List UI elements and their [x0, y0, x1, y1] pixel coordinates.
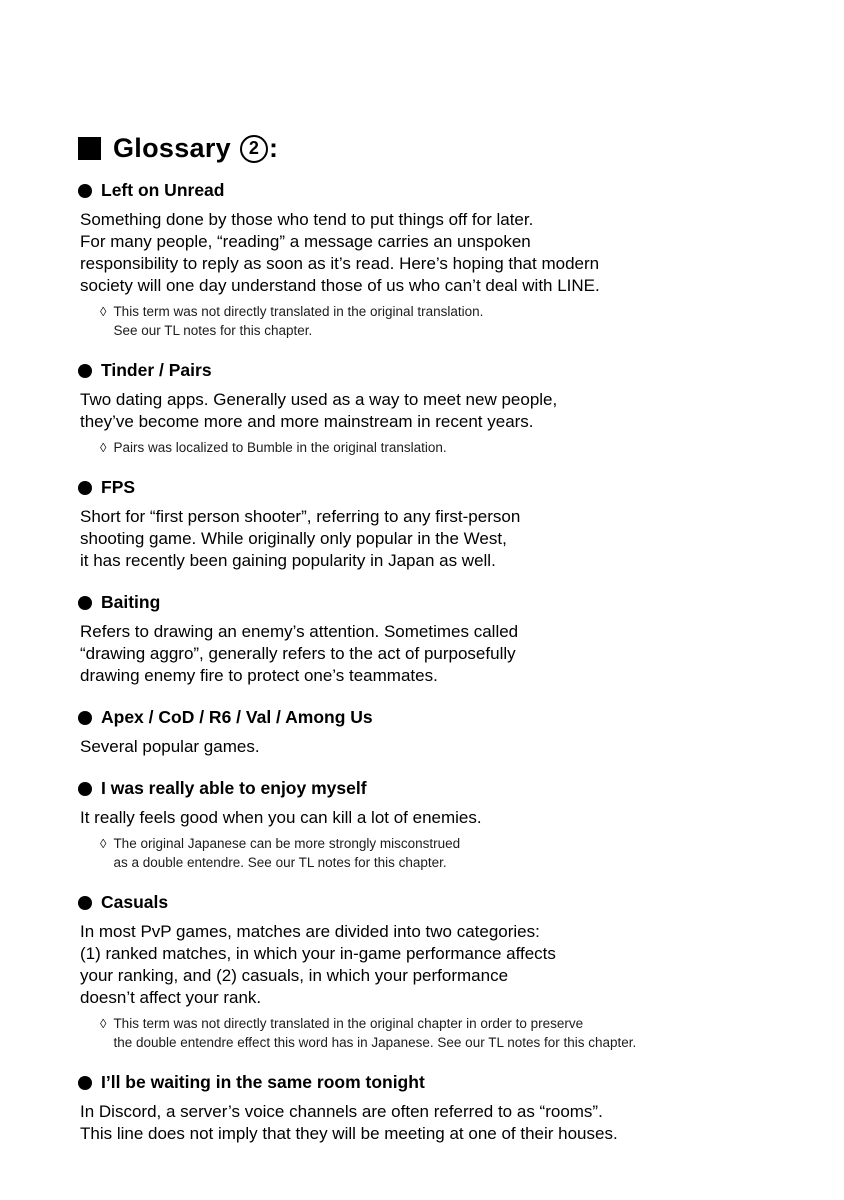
definition-line: (1) ranked matches, in which your in-game performance affects: [80, 944, 556, 963]
term-label: I’ll be waiting in the same room tonight: [101, 1072, 425, 1092]
term-heading: [78, 592, 804, 613]
term-heading: [78, 477, 804, 498]
definition-line: For many people, “reading” a message carries an unspoken: [80, 232, 531, 251]
note-lines: [113, 438, 446, 457]
definition-line: it has recently been gaining popularity in Japan as well.: [80, 551, 496, 570]
page-title-colon: :: [268, 133, 279, 163]
definition: [80, 921, 804, 1009]
note-line: Pairs was localized to Bumble in the original translation.: [113, 440, 447, 455]
term-label: Apex / CoD / R6 / Val / Among Us: [101, 707, 373, 727]
definition-line: Short for “first person shooter”, referring to any first-person: [80, 507, 521, 526]
note-lines: [113, 302, 483, 340]
translator-note: [78, 1014, 804, 1052]
definition-line: responsibility to reply as soon as it’s read. Here’s hoping that modern: [80, 254, 600, 273]
term-label: Baiting: [101, 592, 161, 612]
circle-bullet-icon: [78, 364, 92, 378]
term-label: Tinder / Pairs: [101, 360, 212, 380]
note-line: the double entendre effect this word has in Japanese. See our TL notes for this chapter.: [113, 1035, 637, 1050]
definition-line: In most PvP games, matches are divided into two categories:: [80, 922, 540, 941]
circled-number-2-icon: 2: [240, 135, 268, 163]
definition-line: Refers to drawing an enemy’s attention. Sometimes called: [80, 622, 519, 641]
term-label: Left on Unread: [101, 180, 225, 200]
definition-line: Something done by those who tend to put things off for later.: [80, 210, 534, 229]
glossary-entry-baiting: [78, 592, 804, 687]
glossary-entry-left-on-unread: [78, 180, 804, 340]
definition-line: drawing enemy fire to protect one’s teammates.: [80, 666, 438, 685]
note-line: This term was not directly translated in the original chapter in order to preserve: [113, 1016, 584, 1031]
definition-line: “drawing aggro”, generally refers to the act of purposefully: [80, 644, 516, 663]
note-lines: [113, 834, 460, 872]
definition-line: It really feels good when you can kill a lot of enemies.: [80, 808, 482, 827]
translator-note: [78, 438, 804, 457]
term-heading: [78, 360, 804, 381]
note-lines: [113, 1014, 636, 1052]
circle-bullet-icon: [78, 596, 92, 610]
glossary-entry-popular-games: [78, 707, 804, 758]
term-heading: [78, 1072, 804, 1093]
definition-line: Two dating apps. Generally used as a way to meet new people,: [80, 390, 558, 409]
page-title-text: Glossary: [113, 133, 231, 163]
diamond-icon: ◊: [100, 836, 107, 851]
term-heading: [78, 707, 804, 728]
definition: [80, 736, 804, 758]
note-line: This term was not directly translated in the original translation.: [113, 304, 484, 319]
note-line: See our TL notes for this chapter.: [113, 323, 313, 338]
circle-bullet-icon: [78, 782, 92, 796]
term-heading: [78, 180, 804, 201]
note-line: as a double entendre. See our TL notes for this chapter.: [113, 855, 447, 870]
glossary-entry-same-room-tonight: [78, 1072, 804, 1145]
definition: [80, 621, 804, 687]
definition-line: This line does not imply that they will be meeting at one of their houses.: [80, 1124, 618, 1143]
glossary-entry-casuals: [78, 892, 804, 1052]
diamond-icon: ◊: [100, 304, 107, 319]
glossary-entry-fps: [78, 477, 804, 572]
page-title: [78, 133, 804, 164]
definition: [80, 209, 804, 297]
diamond-icon: ◊: [100, 1016, 107, 1031]
translator-note: [78, 834, 804, 872]
circle-bullet-icon: [78, 184, 92, 198]
definition-line: your ranking, and (2) casuals, in which your performance: [80, 966, 509, 985]
circle-bullet-icon: [78, 711, 92, 725]
circle-bullet-icon: [78, 896, 92, 910]
term-heading: [78, 778, 804, 799]
circle-bullet-icon: [78, 1076, 92, 1090]
definition-line: society will one day understand those of us who can’t deal with LINE.: [80, 276, 600, 295]
definition: [80, 506, 804, 572]
definition-line: shooting game. While originally only popular in the West,: [80, 529, 507, 548]
diamond-icon: ◊: [100, 440, 107, 455]
term-label: FPS: [101, 477, 136, 497]
circle-bullet-icon: [78, 481, 92, 495]
term-label: I was really able to enjoy myself: [101, 778, 367, 798]
term-heading: [78, 892, 804, 913]
definition-line: doesn’t affect your rank.: [80, 988, 262, 1007]
definition: [80, 807, 804, 829]
glossary-entry-tinder-pairs: [78, 360, 804, 457]
square-bullet-icon: [78, 137, 101, 160]
definition: [80, 1101, 804, 1145]
definition: [80, 389, 804, 433]
term-label: Casuals: [101, 892, 169, 912]
definition-line: In Discord, a server’s voice channels are often referred to as “rooms”.: [80, 1102, 603, 1121]
definition-line: Several popular games.: [80, 737, 260, 756]
translator-note: [78, 302, 804, 340]
definition-line: they’ve become more and more mainstream in recent years.: [80, 412, 534, 431]
glossary-entry-enjoy-myself: [78, 778, 804, 872]
note-line: The original Japanese can be more strongly misconstrued: [113, 836, 461, 851]
